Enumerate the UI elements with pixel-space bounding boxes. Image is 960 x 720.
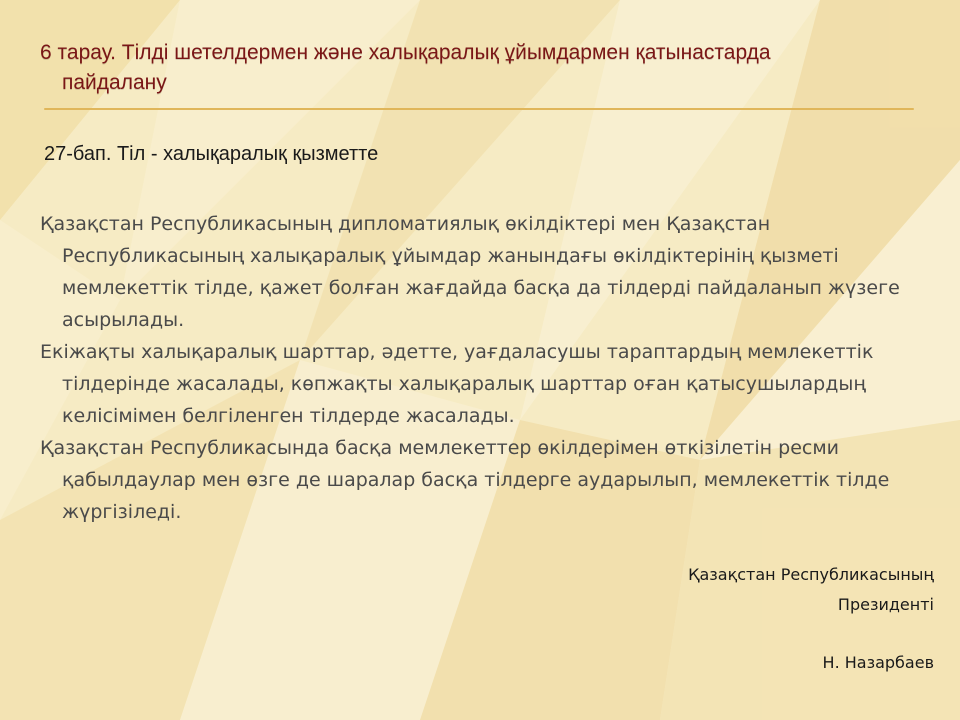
article-heading: 27-бап. Тіл - халықаралық қызметте [44,143,379,165]
article-body [40,208,940,528]
paragraph-2: Екіжақты халықаралық шарттар, әдетте, уағдаласушы тараптардың мемлекеттік тілдерінде жасалады, көпжақты халықаралық шарттар оған қатысушылардың келісімімен белгіленген тілдерде жасалады. [40,341,874,427]
signature-line2: Президенті [837,595,934,614]
signature-line1: Қазақстан Республикасының [688,565,934,584]
signature-block [688,560,934,678]
signature-name: Н. Назарбаев [822,653,934,672]
paragraph-3: Қазақстан Республикасында басқа мемлекеттер өкілдерімен өткізілетін ресми қабылдаулар мен өзге де шаралар басқа тілдерге аударылып, мемлекеттік тілде жүргізіледі. [40,437,890,523]
chapter-title [40,38,920,98]
paragraph-1: Қазақстан Республикасының дипломатиялық өкілдіктері мен Қазақстан Республикасының халықаралық ұйымдар жанындағы өкілдіктерінің қызметі мемлекеттік тілде, қажет болған жағдайда басқа да тілдерді пайдаланып жүзеге асырылады. [40,213,900,331]
title-divider [44,108,914,110]
chapter-title-line2: пайдалану [62,71,167,94]
chapter-title-line1: 6 тарау. Тілді шетелдермен және халықаралық ұйымдармен қатынастарда [40,41,771,64]
